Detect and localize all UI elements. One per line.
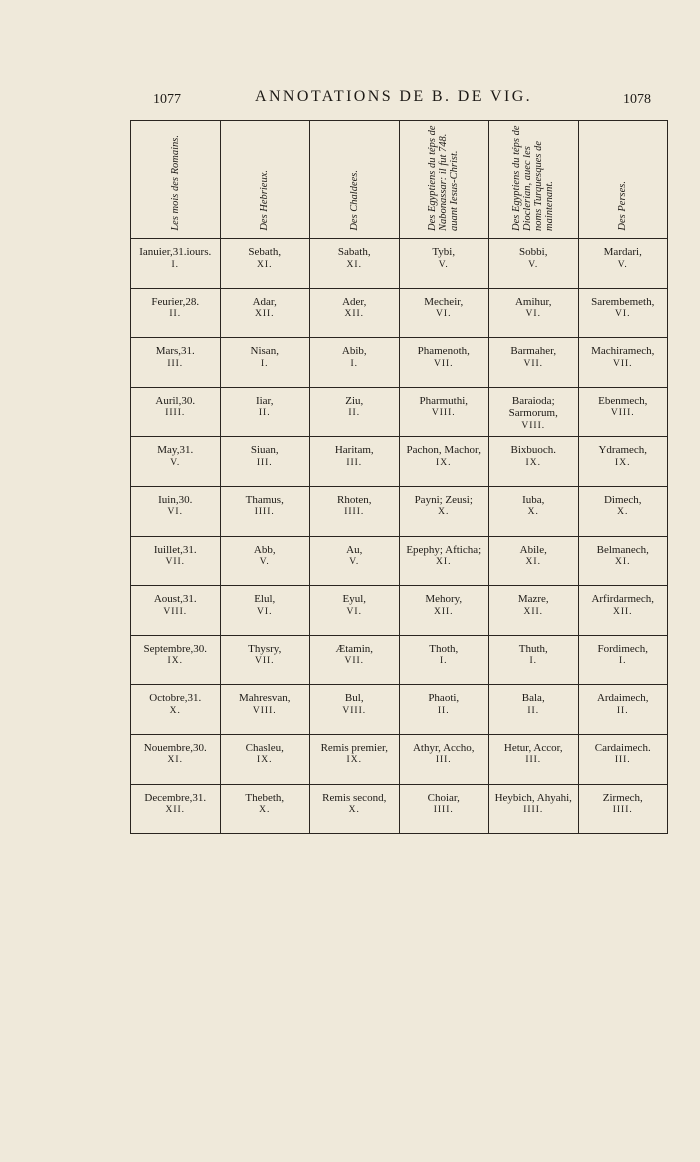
month-number: XI. — [525, 557, 541, 568]
month-name: Mardari, — [603, 246, 642, 258]
month-name: Payni; Zeusi; — [414, 493, 473, 506]
table-row — [131, 586, 668, 636]
month-number: VI. — [525, 309, 541, 320]
month-name: Bixbuoch. — [510, 444, 557, 457]
month-number: III. — [256, 457, 273, 468]
month-number: V. — [349, 557, 360, 568]
table-cell — [489, 338, 579, 388]
month-number: V. — [170, 457, 181, 468]
month-name: Mehory, — [425, 593, 463, 606]
month-name: Thuth, — [518, 642, 548, 655]
month-name: Adar, — [252, 295, 277, 308]
month-name: Belmanech, — [596, 543, 649, 556]
table-cell — [578, 239, 668, 289]
month-number: V. — [438, 259, 449, 270]
table-cell — [399, 387, 489, 437]
month-name: Iuba, — [522, 493, 545, 506]
month-number: VI. — [167, 507, 183, 518]
month-name: Remis premier, — [320, 741, 388, 754]
month-number: III. — [167, 358, 184, 369]
column-header-5 — [489, 121, 579, 239]
table-cell — [399, 338, 489, 388]
month-name: Haritam, — [334, 444, 374, 457]
month-name: Barmaher, — [510, 345, 557, 358]
month-name: Epephy; Afticha; — [406, 543, 482, 556]
month-number: VII. — [612, 358, 633, 369]
column-header-label: Des Egyptiens du téps de Dioclerian, auec les noms Turquesques de maintenant. — [511, 125, 556, 231]
table-cell — [220, 486, 310, 536]
month-number: IIII. — [433, 805, 454, 816]
table-cell — [578, 635, 668, 685]
month-name: Hetur, Accor, — [503, 741, 563, 754]
month-number: VII. — [523, 358, 544, 369]
month-name: Sobbi, — [519, 246, 548, 258]
month-name: Amihur, — [514, 295, 552, 308]
table-cell — [220, 338, 310, 388]
table-row — [131, 685, 668, 735]
table-cell — [399, 635, 489, 685]
month-number: VI. — [615, 309, 631, 320]
column-header-2 — [220, 121, 310, 239]
month-name: Sarembemeth, — [591, 295, 655, 308]
column-header-label: Des Hebrieux. — [259, 170, 271, 231]
month-name: Abb, — [253, 543, 276, 556]
month-name: Baraioda; Sarmorum, — [508, 394, 558, 420]
table-row — [131, 536, 668, 586]
table-cell — [310, 635, 400, 685]
table-cell — [578, 734, 668, 784]
table-cell — [578, 437, 668, 487]
month-number: X. — [438, 507, 450, 518]
month-number: IX. — [257, 755, 273, 766]
table-cell — [489, 437, 579, 487]
table-cell — [131, 635, 221, 685]
month-number: VI. — [346, 606, 362, 617]
column-header-4 — [399, 121, 489, 239]
month-name: Nouembre,30. — [143, 741, 207, 754]
month-name: Bala, — [521, 692, 545, 705]
month-name: Feurier,28. — [151, 295, 200, 308]
month-number: IX. — [525, 457, 541, 468]
month-name: Heybich, Ahyahi, — [494, 791, 572, 804]
month-name: Pachon, Machor, — [406, 444, 481, 457]
table-cell — [131, 437, 221, 487]
month-name: Rhoten, — [336, 493, 372, 506]
month-name: Ader, — [342, 295, 367, 308]
month-name: Au, — [346, 543, 363, 556]
month-number: III. — [435, 755, 452, 766]
table-cell — [131, 486, 221, 536]
table-row — [131, 784, 668, 834]
month-name: Abib, — [341, 345, 367, 358]
month-number: XII. — [344, 309, 365, 320]
month-number: VII. — [165, 557, 186, 568]
table-cell — [310, 685, 400, 735]
table-header — [131, 121, 668, 239]
month-name: Siuan, — [250, 444, 279, 457]
month-number: IX. — [436, 457, 452, 468]
table-cell — [131, 239, 221, 289]
table-cell — [220, 685, 310, 735]
table-cell — [131, 288, 221, 338]
month-number: II. — [527, 705, 540, 716]
table-row — [131, 288, 668, 338]
month-number: VIII. — [163, 606, 188, 617]
month-name: Dimech, — [603, 493, 642, 506]
month-number: X. — [617, 507, 629, 518]
month-number: V. — [528, 259, 539, 270]
month-number: II. — [616, 705, 629, 716]
month-number: XI. — [257, 259, 273, 270]
month-number: XII. — [523, 606, 544, 617]
table-cell — [489, 486, 579, 536]
month-number: II. — [258, 408, 271, 419]
table-cell — [399, 486, 489, 536]
month-number: XII. — [433, 606, 454, 617]
month-number: VII. — [433, 358, 454, 369]
column-header-3 — [310, 121, 400, 239]
table-cell — [310, 288, 400, 338]
month-number: VIII. — [342, 705, 367, 716]
column-header-label: Des Chaldees. — [348, 170, 360, 231]
table-cell — [310, 734, 400, 784]
table-cell — [131, 387, 221, 437]
month-name: Arfirdarmech, — [591, 593, 655, 606]
month-number: IIII. — [344, 507, 365, 518]
month-name: Phamenoth, — [417, 345, 470, 358]
table-row — [131, 486, 668, 536]
table-cell — [310, 437, 400, 487]
month-name: Iuin,30. — [158, 493, 193, 506]
month-name: Ætamin, — [335, 642, 374, 655]
table-cell — [578, 486, 668, 536]
table-cell — [578, 387, 668, 437]
month-number: VII. — [344, 656, 365, 667]
month-number: II. — [348, 408, 361, 419]
table-cell — [220, 784, 310, 834]
month-number: IIII. — [612, 805, 633, 816]
table-cell — [220, 437, 310, 487]
calendar-table-container — [130, 120, 668, 832]
month-name: Thoth, — [429, 642, 459, 655]
table-cell — [310, 536, 400, 586]
month-name: Zirmech, — [602, 791, 643, 804]
table-cell — [131, 536, 221, 586]
page-number-left: 1077 — [153, 92, 181, 107]
month-number: XI. — [436, 557, 452, 568]
month-name: Cardaimech. — [594, 741, 651, 754]
month-name: Mars,31. — [155, 345, 195, 358]
month-number: III. — [346, 457, 363, 468]
month-name: Ziu, — [345, 394, 364, 407]
month-number: XI. — [615, 557, 631, 568]
column-header-label: Les mois des Romains. — [169, 135, 181, 231]
month-name: Chasleu, — [245, 741, 284, 754]
month-name: Auril,30. — [155, 394, 196, 407]
table-cell — [489, 387, 579, 437]
column-header-6 — [578, 121, 668, 239]
month-name: Thebeth, — [245, 791, 285, 804]
month-name: Eyul, — [342, 593, 367, 606]
table-cell — [399, 784, 489, 834]
month-name: Ianuier,31.iours. — [139, 246, 212, 258]
month-name: Bul, — [344, 692, 364, 705]
month-name: Mecheir, — [424, 295, 464, 308]
month-number: I. — [350, 358, 359, 369]
month-number: IX. — [167, 656, 183, 667]
month-name: Iiar, — [255, 394, 274, 407]
page-number-right: 1078 — [623, 92, 651, 107]
month-name: Decembre,31. — [144, 791, 207, 804]
table-cell — [131, 338, 221, 388]
table-row — [131, 635, 668, 685]
month-number: IX. — [615, 457, 631, 468]
table-cell — [310, 586, 400, 636]
table-cell — [310, 338, 400, 388]
month-name: Sebath, — [248, 246, 282, 258]
month-name: Remis second, — [322, 791, 387, 804]
table-cell — [578, 338, 668, 388]
month-name: Ebenmech, — [598, 394, 648, 407]
table-row — [131, 338, 668, 388]
month-number: I. — [171, 259, 180, 270]
month-number: V. — [617, 259, 628, 270]
month-name: Thysry, — [248, 642, 282, 655]
month-number: II. — [169, 309, 182, 320]
month-number: VIII. — [431, 408, 456, 419]
month-number: VI. — [257, 606, 273, 617]
month-comparison-table — [130, 120, 668, 834]
table-body — [131, 239, 668, 834]
month-number: V. — [259, 557, 270, 568]
month-number: XII. — [165, 805, 186, 816]
column-header-label: Des Perses. — [617, 181, 629, 231]
month-name: Mahresvan, — [238, 692, 291, 705]
month-number: XI. — [346, 259, 362, 270]
month-number: I. — [439, 656, 448, 667]
table-cell — [220, 239, 310, 289]
table-cell — [220, 387, 310, 437]
month-name: Elul, — [254, 593, 276, 606]
column-header-1 — [131, 121, 221, 239]
month-number: X. — [259, 805, 271, 816]
month-name: Tybi, — [432, 246, 456, 258]
table-cell — [310, 239, 400, 289]
month-number: IIII. — [165, 408, 186, 419]
month-number: X. — [169, 705, 181, 716]
table-cell — [489, 734, 579, 784]
month-number: I. — [529, 656, 538, 667]
table-cell — [578, 784, 668, 834]
month-name: Iuillet,31. — [153, 543, 197, 556]
month-name: Athyr, Accho, — [412, 741, 475, 754]
month-name: Thamus, — [245, 493, 284, 506]
month-number: IX. — [346, 755, 362, 766]
table-cell — [399, 239, 489, 289]
month-number: I. — [618, 656, 627, 667]
month-name: Mazre, — [517, 593, 549, 606]
table-cell — [399, 288, 489, 338]
table-cell — [399, 536, 489, 586]
month-number: IIII. — [254, 507, 275, 518]
month-number: X. — [527, 507, 539, 518]
table-cell — [220, 635, 310, 685]
month-name: Ydramech, — [598, 444, 648, 457]
month-number: III. — [525, 755, 542, 766]
table-cell — [578, 586, 668, 636]
month-name: Machiramech, — [591, 345, 655, 358]
table-cell — [310, 387, 400, 437]
month-number: X. — [348, 805, 360, 816]
month-name: Ardaimech, — [596, 692, 649, 705]
month-name: Octobre,31. — [149, 692, 202, 705]
running-head: ANNOTATIONS DE B. DE VIG. — [255, 88, 533, 105]
month-name: Fordimech, — [597, 642, 648, 655]
table-cell — [489, 288, 579, 338]
table-row — [131, 239, 668, 289]
table-cell — [399, 734, 489, 784]
month-number: XII. — [254, 309, 275, 320]
table-cell — [131, 685, 221, 735]
month-number: VIII. — [610, 408, 635, 419]
table-cell — [131, 734, 221, 784]
page-header — [0, 86, 700, 112]
table-cell — [399, 685, 489, 735]
month-number: VIII. — [521, 420, 546, 431]
table-cell — [399, 586, 489, 636]
table-cell — [220, 288, 310, 338]
month-number: II. — [437, 705, 450, 716]
table-cell — [220, 586, 310, 636]
month-name: May,31. — [157, 444, 194, 457]
table-cell — [489, 586, 579, 636]
table-row — [131, 387, 668, 437]
table-row — [131, 734, 668, 784]
table-cell — [310, 784, 400, 834]
month-number: VI. — [436, 309, 452, 320]
table-cell — [489, 685, 579, 735]
month-name: Choiar, — [427, 791, 460, 804]
header-row — [131, 121, 668, 239]
month-name: Nisan, — [250, 345, 279, 358]
month-name: Pharmuthi, — [419, 394, 469, 407]
table-cell — [310, 486, 400, 536]
table-cell — [131, 784, 221, 834]
month-number: I. — [260, 358, 269, 369]
month-number: XII. — [612, 606, 633, 617]
table-cell — [220, 536, 310, 586]
table-cell — [578, 536, 668, 586]
month-name: Sabath, — [337, 246, 371, 258]
table-cell — [578, 685, 668, 735]
column-header-label: Des Egyptiens du téps de Nabonassar: il fut 748. auant Iesus-Christ. — [427, 125, 461, 231]
table-cell — [489, 784, 579, 834]
table-row — [131, 437, 668, 487]
month-number: IIII. — [523, 805, 544, 816]
table-cell — [578, 288, 668, 338]
table-cell — [399, 437, 489, 487]
table-cell — [220, 734, 310, 784]
month-number: VII. — [254, 656, 275, 667]
table-cell — [489, 536, 579, 586]
table-cell — [131, 586, 221, 636]
month-number: XI. — [167, 755, 183, 766]
month-number: VIII. — [252, 705, 277, 716]
month-name: Septembre,30. — [143, 642, 208, 655]
month-name: Phaoti, — [428, 692, 460, 705]
month-number: III. — [614, 755, 631, 766]
month-name: Aoust,31. — [153, 593, 197, 606]
table-cell — [489, 239, 579, 289]
month-name: Abile, — [519, 543, 547, 556]
table-cell — [489, 635, 579, 685]
